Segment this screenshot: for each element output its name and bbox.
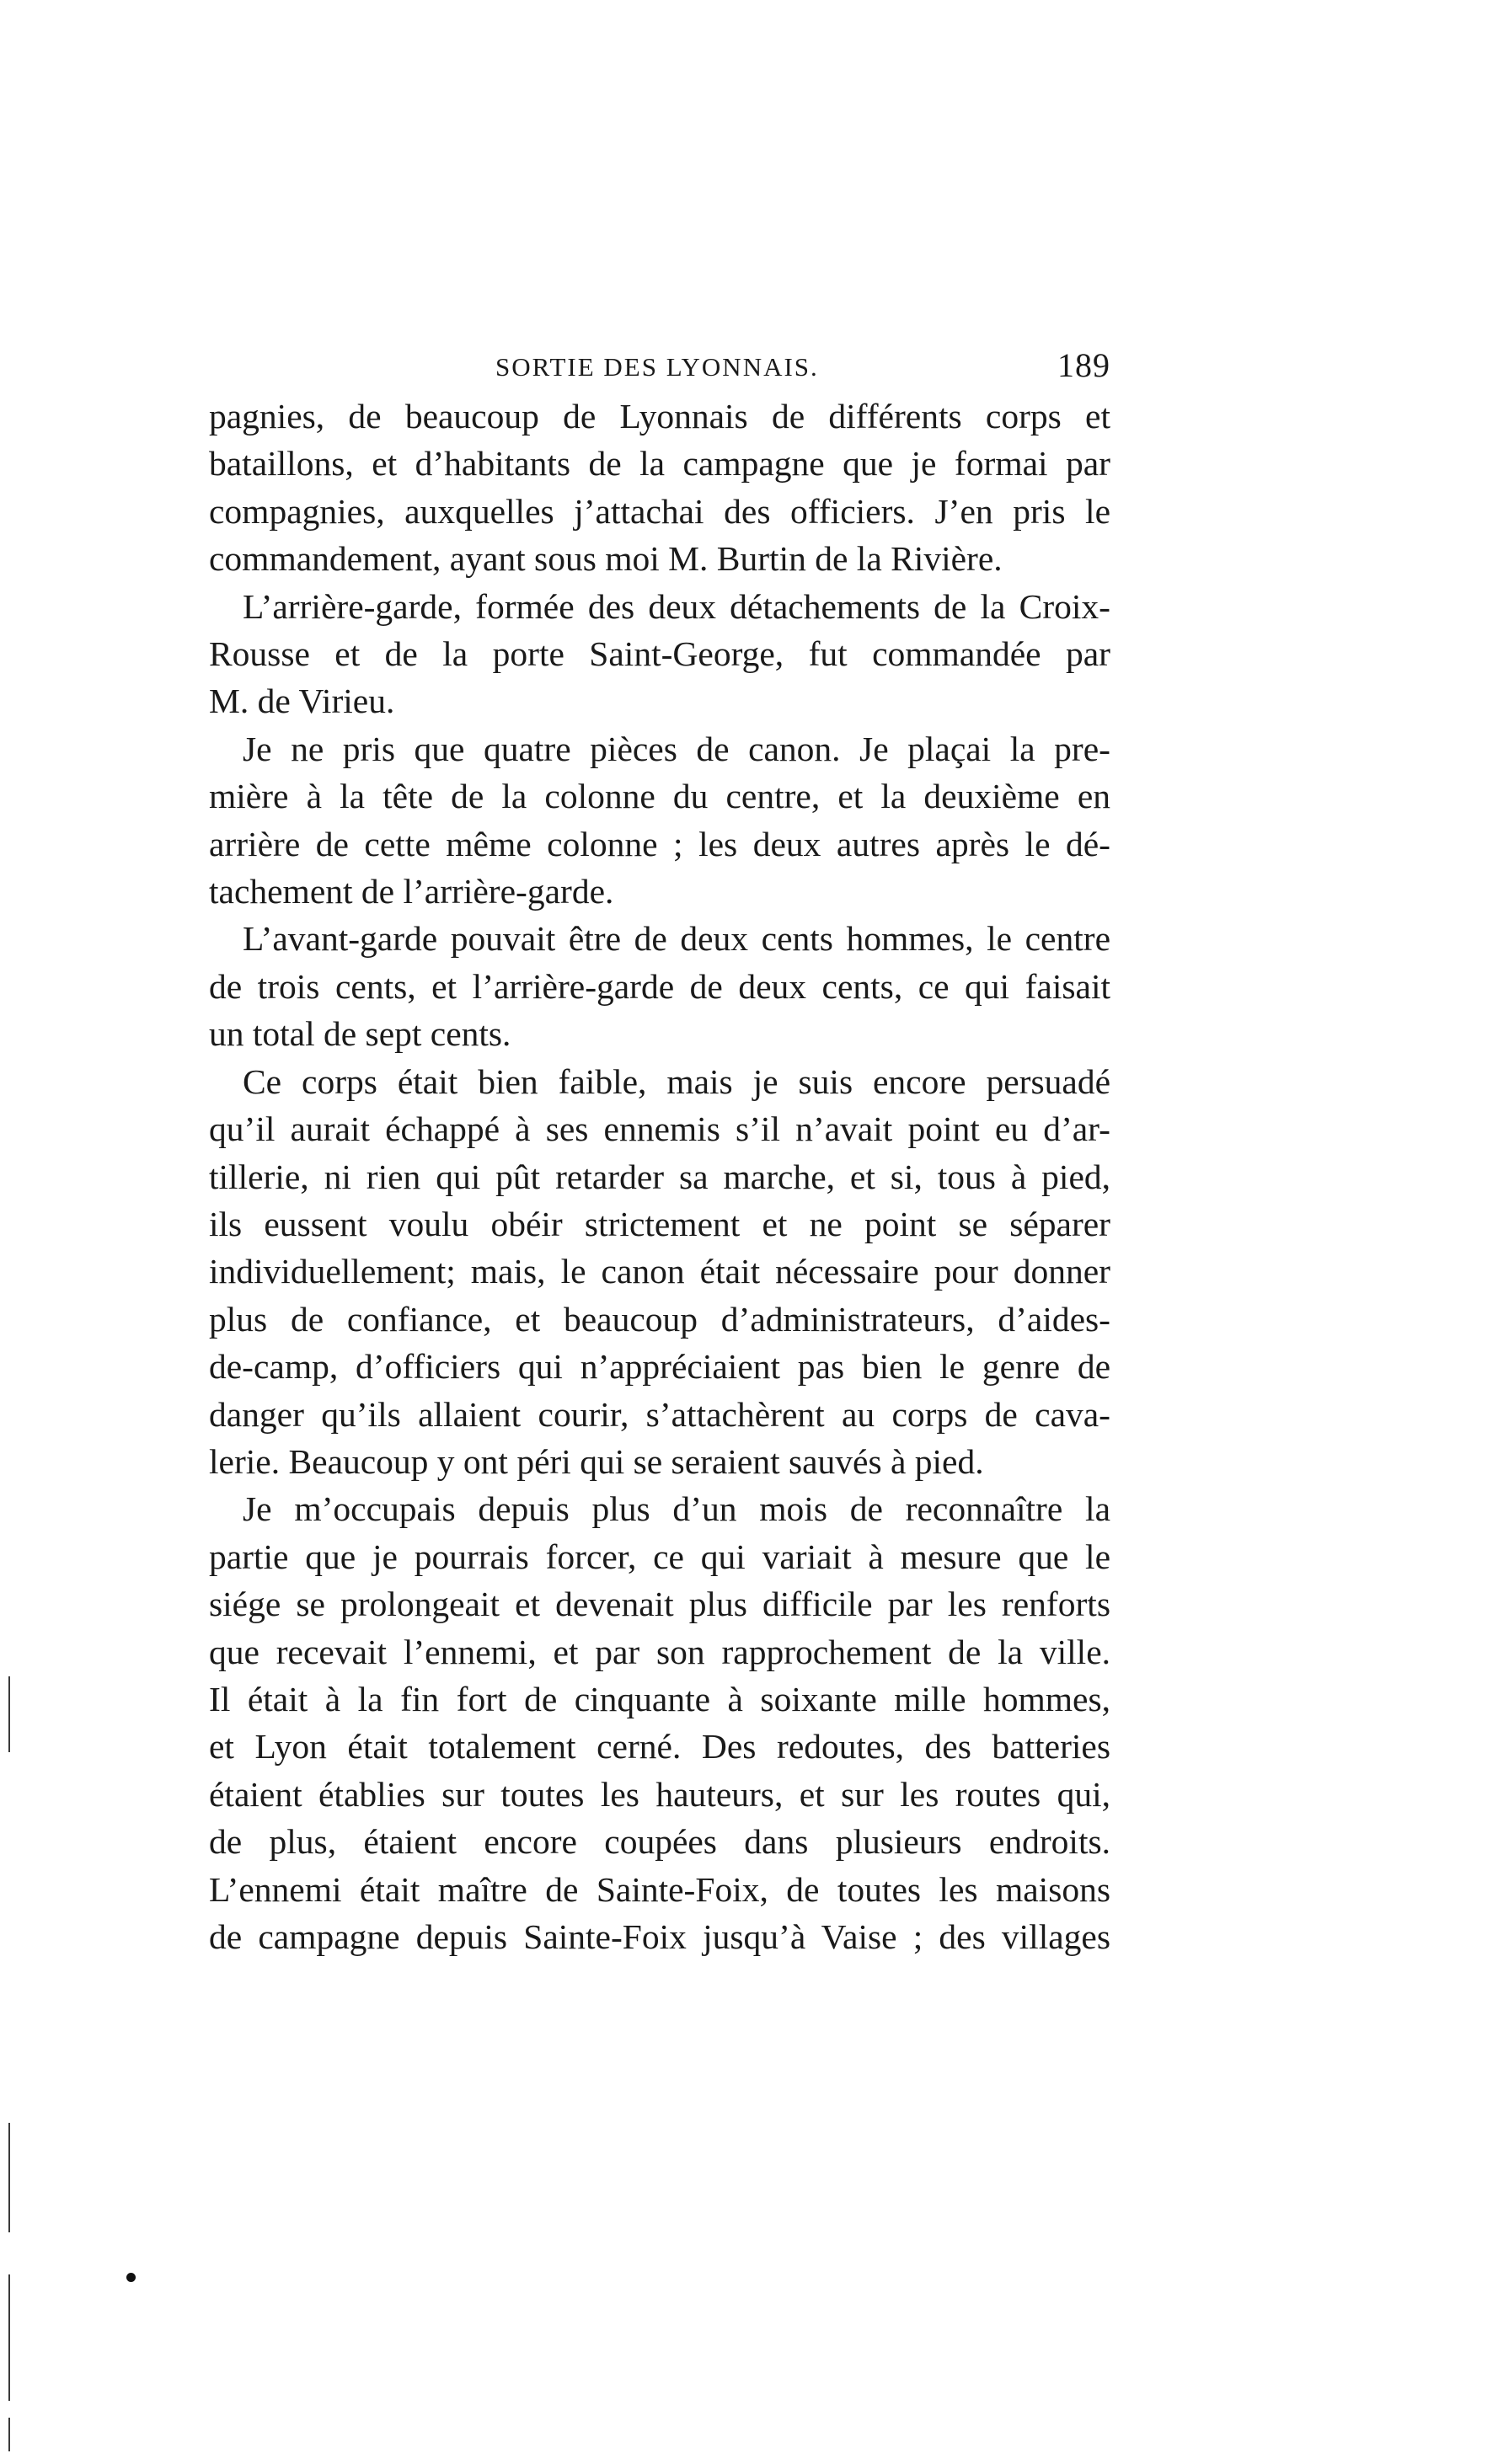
text-line: Je ne pris que quatre pièces de canon. Je plaçai la pre- xyxy=(243,729,1110,768)
text-line: de trois cents, et l’arrière-garde de deux cents, ce qui faisait xyxy=(209,966,1110,1006)
text-line: M. de Virieu. xyxy=(209,681,395,721)
margin-rule xyxy=(8,2418,10,2451)
text-line: de-camp, d’officiers qui n’appréciaient pas bien le genre de xyxy=(209,1347,1110,1387)
text-line: que recevait l’ennemi, et par son rapprochement de la ville. xyxy=(209,1632,1110,1671)
left-margin-scan-marks xyxy=(0,0,25,2464)
text-line: et Lyon était totalement cerné. Des redoutes, des batteries xyxy=(209,1727,1110,1766)
text-line: de campagne depuis Sainte-Foix jusqu’à Vaise ; des villages xyxy=(209,1917,1110,1956)
text-line: Ce corps était bien faible, mais je suis encore persuadé xyxy=(243,1061,1110,1101)
body-text xyxy=(209,393,1110,1960)
text-line: L’ennemi était maître de Sainte-Foix, de toutes les maisons xyxy=(209,1869,1110,1909)
text-line: commandement, ayant sous moi M. Burtin de la Rivière. xyxy=(209,539,1003,579)
text-line: tillerie, ni rien qui pût retarder sa marche, et si, tous à pied, xyxy=(209,1157,1110,1196)
text-line: arrière de cette même colonne ; les deux autres après le dé- xyxy=(209,824,1110,863)
page-number: 189 xyxy=(1057,346,1110,384)
margin-rule xyxy=(8,2123,10,2232)
running-head xyxy=(209,345,1110,393)
running-title: SORTIE DES LYONNAIS. xyxy=(495,352,819,382)
text-line: plus de confiance, et beaucoup d’administrateurs, d’aides- xyxy=(209,1299,1110,1339)
text-line: étaient établies sur toutes les hauteurs, et sur les routes qui, xyxy=(209,1774,1110,1814)
text-line: danger qu’ils allaient courir, s’attachèrent au corps de cava- xyxy=(209,1394,1110,1434)
book-page xyxy=(209,345,1110,1960)
text-line: Il était à la fin fort de cinquante à soixante mille hommes, xyxy=(209,1679,1110,1718)
text-line: mière à la tête de la colonne du centre, et la deuxième en xyxy=(209,777,1110,816)
stray-ink-dot xyxy=(126,2273,136,2282)
text-line: partie que je pourrais forcer, ce qui variait à mesure que le xyxy=(209,1537,1110,1576)
text-line: qu’il aurait échappé à ses ennemis s’il n’avait point eu d’ar- xyxy=(209,1109,1110,1149)
text-line: individuellement; mais, le canon était nécessaire pour donner xyxy=(209,1252,1110,1291)
text-line: siége se prolongeait et devenait plus difficile par les renforts xyxy=(209,1585,1110,1624)
text-line: ils eussent voulu obéir strictement et ne point se séparer xyxy=(209,1204,1110,1243)
text-line: Je m’occupais depuis plus d’un mois de reconnaître la xyxy=(243,1489,1110,1529)
text-line: lerie. Beaucoup y ont péri qui se seraient sauvés à pied. xyxy=(209,1441,984,1481)
text-line: L’arrière-garde, formée des deux détachements de la Croix- xyxy=(243,586,1110,626)
text-line: compagnies, auxquelles j’attachai des officiers. J’en pris le xyxy=(209,491,1110,531)
margin-rule xyxy=(8,2274,10,2401)
text-line: un total de sept cents. xyxy=(209,1014,511,1054)
text-line: de plus, étaient encore coupées dans plusieurs endroits. xyxy=(209,1822,1110,1862)
text-line: L’avant-garde pouvait être de deux cents hommes, le centre xyxy=(243,919,1110,959)
text-line: pagnies, de beaucoup de Lyonnais de différents corps et xyxy=(209,397,1110,436)
text-line: Rousse et de la porte Saint-George, fut commandée par xyxy=(209,634,1110,674)
text-line: bataillons, et d’habitants de la campagne que je formai par xyxy=(209,444,1110,484)
text-line: tachement de l’arrière-garde. xyxy=(209,872,614,911)
margin-rule xyxy=(8,1676,10,1752)
